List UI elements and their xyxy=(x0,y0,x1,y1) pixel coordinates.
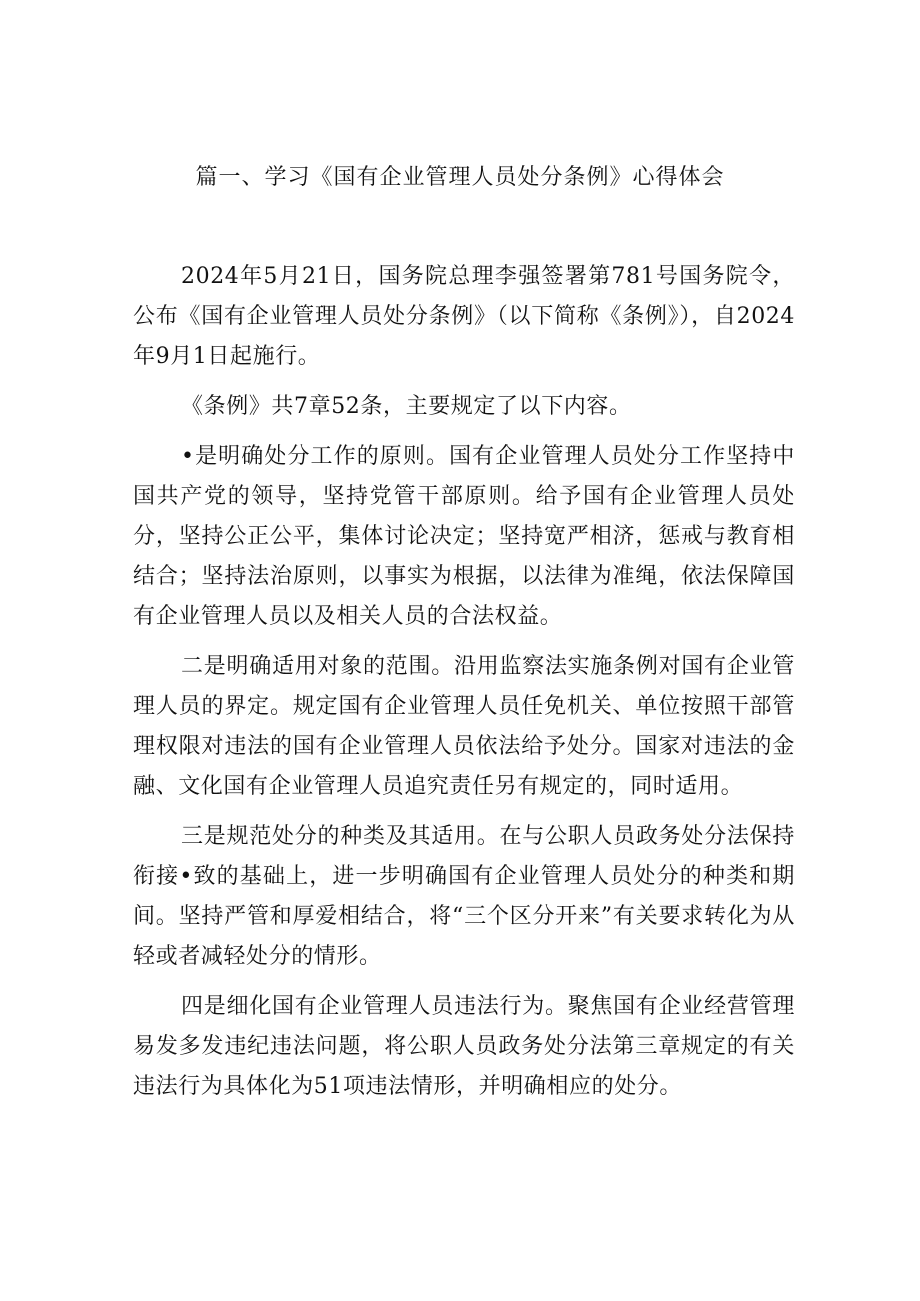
paragraph-point-1: •是明确处分工作的原则。国有企业管理人员处分工作坚持中国共产党的领导，坚持党管干部原则。给予国有企业管理人员处分，坚持公正公平，集体讨论决定；坚持宽严相济，惩戒与教育相结合；坚持法治原则，以事实为根据，以法律为准绳，依法保障国有企业管理人员以及相关人员的合法权益。 xyxy=(133,444,795,629)
document-title: 篇一、学习《国有企业管理人员处分条例》心得体会 xyxy=(195,165,725,190)
paragraph-point-4: 四是细化国有企业管理人员违法行为。聚焦国有企业经营管理易发多发违纪违法问题，将公职人员政务处分法第三章规定的有关违法行为具体化为51项违法情形，并明确相应的处分。 xyxy=(133,994,795,1099)
paragraph-point-2: 二是明确适用对象的范围。沿用监察法实施条例对国有企业管理人员的界定。规定国有企业管理人员任免机关、单位按照干部管理权限对违法的国有企业管理人员依法给予处分。国家对违法的金融、文化国有企业管理人员追究责任另有规定的，同时适用。 xyxy=(133,654,795,799)
document-body xyxy=(133,257,795,1117)
paragraph-intro: 2024年5月21日，国务院总理李强签署第781号国务院令，公布《国有企业管理人员处分条例》（以下简称《条例》），自2024年9月1日起施行。 xyxy=(133,264,795,369)
paragraph-point-3: 三是规范处分的种类及其适用。在与公职人员政务处分法保持衔接•致的基础上，进一步明确国有企业管理人员处分的种类和期间。坚持严管和厚爱相结合，将“三个区分开来”有关要求转化为从轻或者减轻处分的情形。 xyxy=(133,824,795,969)
paragraph-summary: 《条例》共7章52条，主要规定了以下内容。 xyxy=(181,394,632,419)
